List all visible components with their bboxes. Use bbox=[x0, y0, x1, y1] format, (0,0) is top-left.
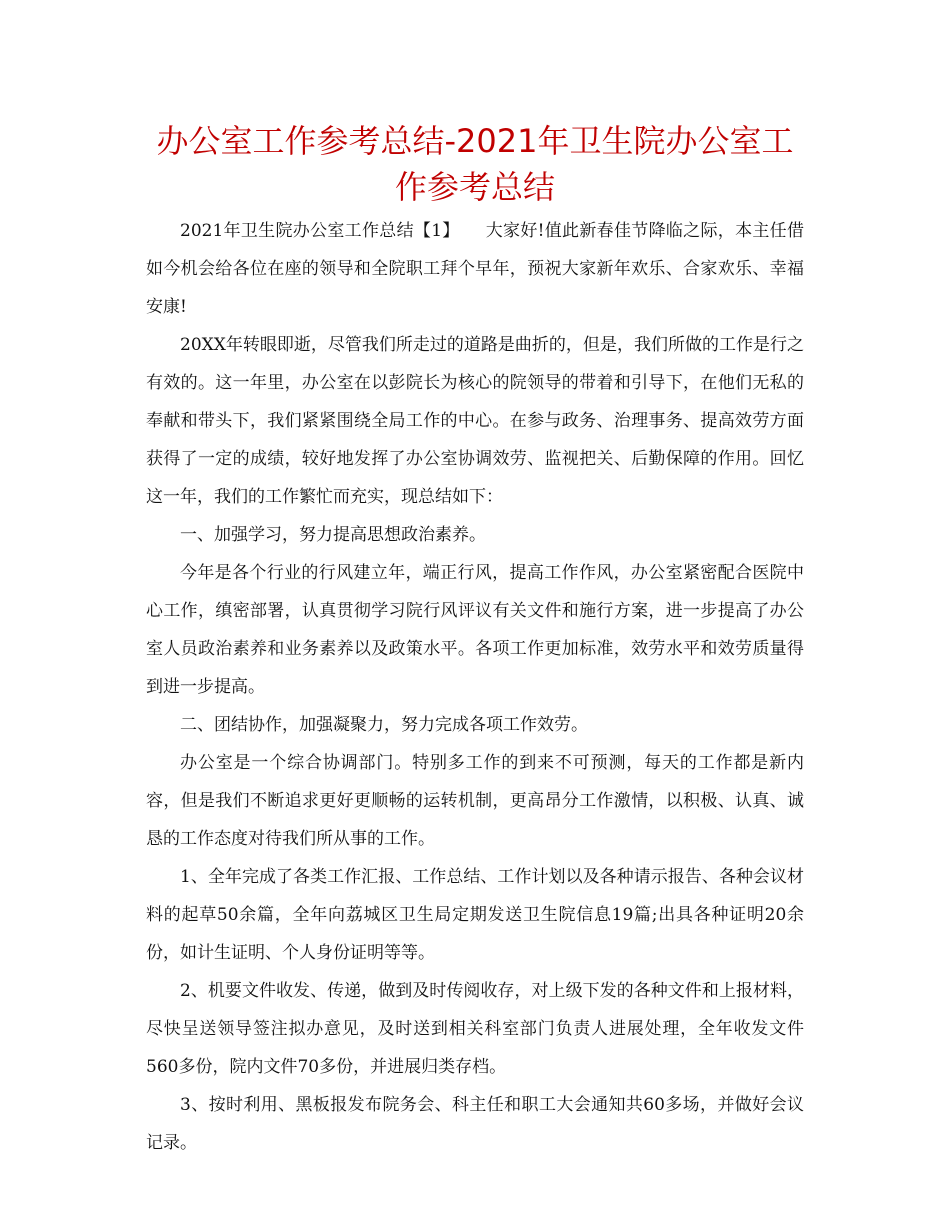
document-title: 办公室工作参考总结-2021年卫生院办公室工作参考总结 bbox=[156, 122, 794, 206]
paragraph-section-1: 今年是各个行业的行风建立年，端正行风，提高工作作风，办公室紧密配合医院中心工作，缜密部署，认真贯彻学习院行风评议有关文件和施行方案，进一步提高了办公室人员政治素养和业务素养以及政策水平。各项工作更加标准，效劳水平和效劳质量得到进一步提高。 bbox=[146, 563, 804, 697]
list-item-2: 2、机要文件收发、传递，做到及时传阅收存，对上级下发的各种文件和上报材料，尽快呈送领导签注拟办意见，及时送到相关科室部门负责人进展处理，全年收发文件560多份，院内文件70多份，并进展归类存档。 bbox=[146, 981, 804, 1077]
paragraph-summary: 20XX年转眼即逝，尽管我们所走过的道路是曲折的，但是，我们所做的工作是行之有效的。这一年里，办公室在以彭院长为核心的院领导的带着和引导下，在他们无私的奉献和带头下，我们紧紧围绕全局工作的中心。在参与政务、治理事务、提高效劳方面获得了一定的成绩，较好地发挥了办公室协调效劳、监视把关、后勤保障的作用。回忆这一年，我们的工作繁忙而充实，现总结如下： bbox=[146, 335, 804, 507]
paragraph-section-2: 办公室是一个综合协调部门。特别多工作的到来不可预测，每天的工作都是新内容，但是我们不断追求更好更顺畅的运转机制，更高昂分工作激情，以积极、认真、诚恳的工作态度对待我们所从事的工作。 bbox=[146, 753, 804, 849]
list-item-3: 3、按时利用、黑板报发布院务会、科主任和职工大会通知共60多场，并做好会议记录。 bbox=[146, 1095, 804, 1153]
section-heading-1: 一、加强学习，努力提高思想政治素养。 bbox=[180, 525, 486, 545]
document-body bbox=[146, 212, 804, 1162]
section-heading-2: 二、团结协作，加强凝聚力，努力完成各项工作效劳。 bbox=[180, 715, 588, 735]
list-item-1: 1、全年完成了各类工作汇报、工作总结、工作计划以及各种请示报告、各种会议材料的起草50余篇，全年向荔城区卫生局定期发送卫生院信息19篇;出具各种证明20余份，如计生证明、个人身份证明等等。 bbox=[146, 867, 804, 963]
paragraph-intro: 2021年卫生院办公室工作总结【1】 大家好!值此新春佳节降临之际，本主任借如今机会给各位在座的领导和全院职工拜个早年，预祝大家新年欢乐、合家欢乐、幸福安康! bbox=[146, 221, 804, 317]
